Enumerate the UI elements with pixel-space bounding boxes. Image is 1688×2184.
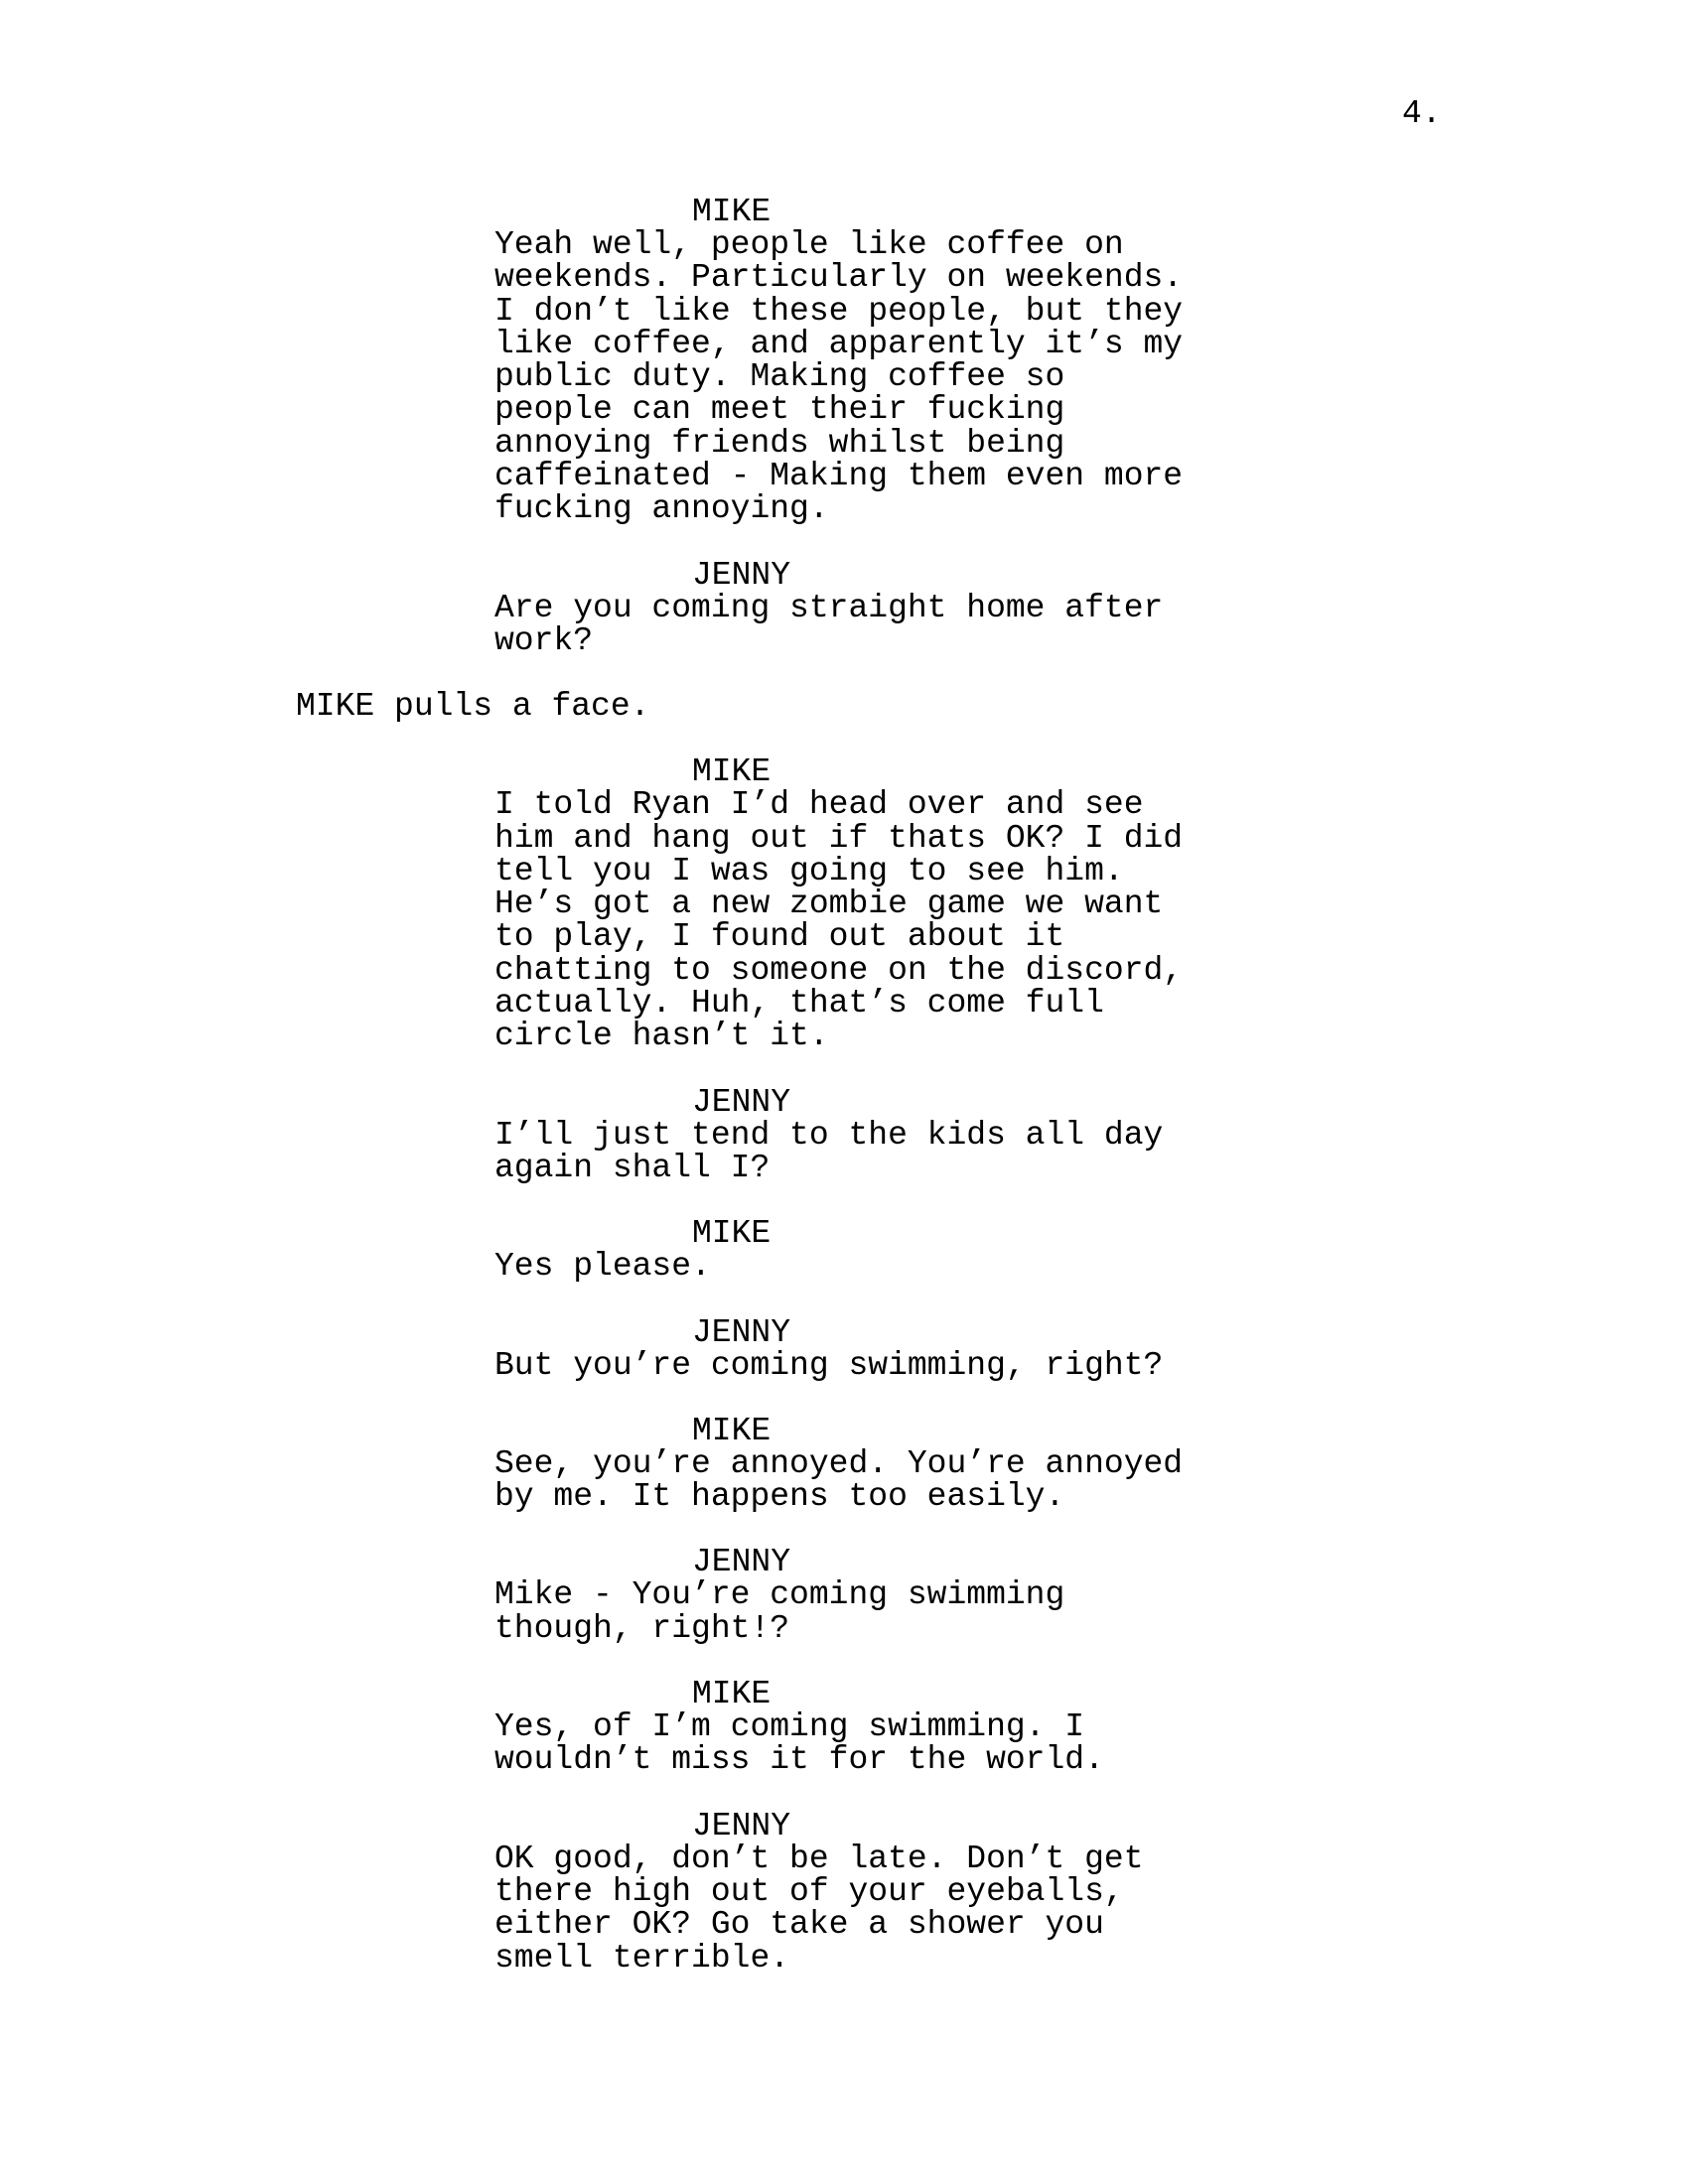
character-name: JENNY (692, 1313, 791, 1351)
action-line: MIKE pulls a face. (296, 688, 650, 726)
character-name: JENNY (692, 1544, 791, 1581)
dialogue-block (0, 1807, 1688, 1977)
dialogue-line: people can meet their fucking (494, 391, 1065, 429)
dialogue-line: him and hang out if thats OK? I did (494, 819, 1184, 857)
dialogue-line: Are you coming straight home after (494, 589, 1164, 626)
dialogue-block (0, 1313, 1688, 1384)
character-name: JENNY (692, 556, 791, 594)
screenplay-body (0, 196, 1688, 2007)
dialogue-line: like coffee, and apparently it’s my (494, 325, 1184, 362)
page-number: 4. (1402, 95, 1442, 132)
character-name: MIKE (692, 1412, 772, 1449)
character-name: JENNY (692, 1807, 791, 1844)
dialogue-line: Yes please. (494, 1248, 711, 1286)
dialogue-line: I don’t like these people, but they (494, 292, 1184, 330)
dialogue-block (0, 1546, 1688, 1645)
dialogue-line: wouldn’t miss it for the world. (494, 1741, 1104, 1779)
character-name: MIKE (692, 1215, 772, 1253)
dialogue-line: caffeinated - Making them even more (494, 458, 1184, 495)
dialogue-line: smell terrible. (494, 1939, 790, 1977)
dialogue-block (0, 1678, 1688, 1777)
dialogue-line: public duty. Making coffee so (494, 358, 1065, 396)
dialogue-block (0, 1215, 1688, 1286)
dialogue-line: weekends. Particularly on weekends. (494, 259, 1184, 297)
dialogue-line: there high out of your eyeballs, (494, 1872, 1124, 1910)
dialogue-line: Yes, of I’m coming swimming. I (494, 1708, 1085, 1746)
dialogue-line: He’s got a new zombie game we want (494, 886, 1164, 923)
dialogue-line: But you’re coming swimming, right? (494, 1346, 1164, 1384)
dialogue-block (0, 1083, 1688, 1186)
dialogue-line: circle hasn’t it. (494, 1018, 829, 1055)
character-name: JENNY (692, 1083, 791, 1121)
dialogue-block (0, 196, 1688, 526)
dialogue-line: chatting to someone on the discord, (494, 951, 1184, 989)
dialogue-line: I’ll just tend to the kids all day (494, 1116, 1164, 1154)
character-name: MIKE (692, 1676, 772, 1713)
character-name: MIKE (692, 194, 772, 230)
dialogue-block (0, 753, 1688, 1055)
dialogue-line: I told Ryan I’d head over and see (494, 786, 1144, 824)
character-name: MIKE (692, 753, 772, 791)
dialogue-line: though, right!? (494, 1609, 790, 1647)
dialogue-line: OK good, don’t be late. Don’t get (494, 1840, 1144, 1877)
dialogue-line: again shall I? (494, 1149, 771, 1186)
dialogue-line: to play, I found out about it (494, 918, 1065, 956)
dialogue-line: Yeah well, people like coffee on (494, 226, 1124, 263)
dialogue-line: Mike - You’re coming swimming (494, 1576, 1065, 1614)
dialogue-line: tell you I was going to see him. (494, 852, 1124, 889)
dialogue-line: annoying friends whilst being (494, 424, 1065, 462)
dialogue-line: by me. It happens too easily. (494, 1478, 1065, 1516)
dialogue-line: work? (494, 621, 594, 659)
dialogue-line: actually. Huh, that’s come full (494, 985, 1104, 1023)
dialogue-line: either OK? Go take a shower you (494, 1906, 1104, 1944)
dialogue-block (0, 556, 1688, 659)
dialogue-block (0, 1412, 1688, 1516)
dialogue-line: fucking annoying. (494, 490, 829, 528)
dialogue-line: See, you’re annoyed. You’re annoyed (494, 1444, 1184, 1482)
